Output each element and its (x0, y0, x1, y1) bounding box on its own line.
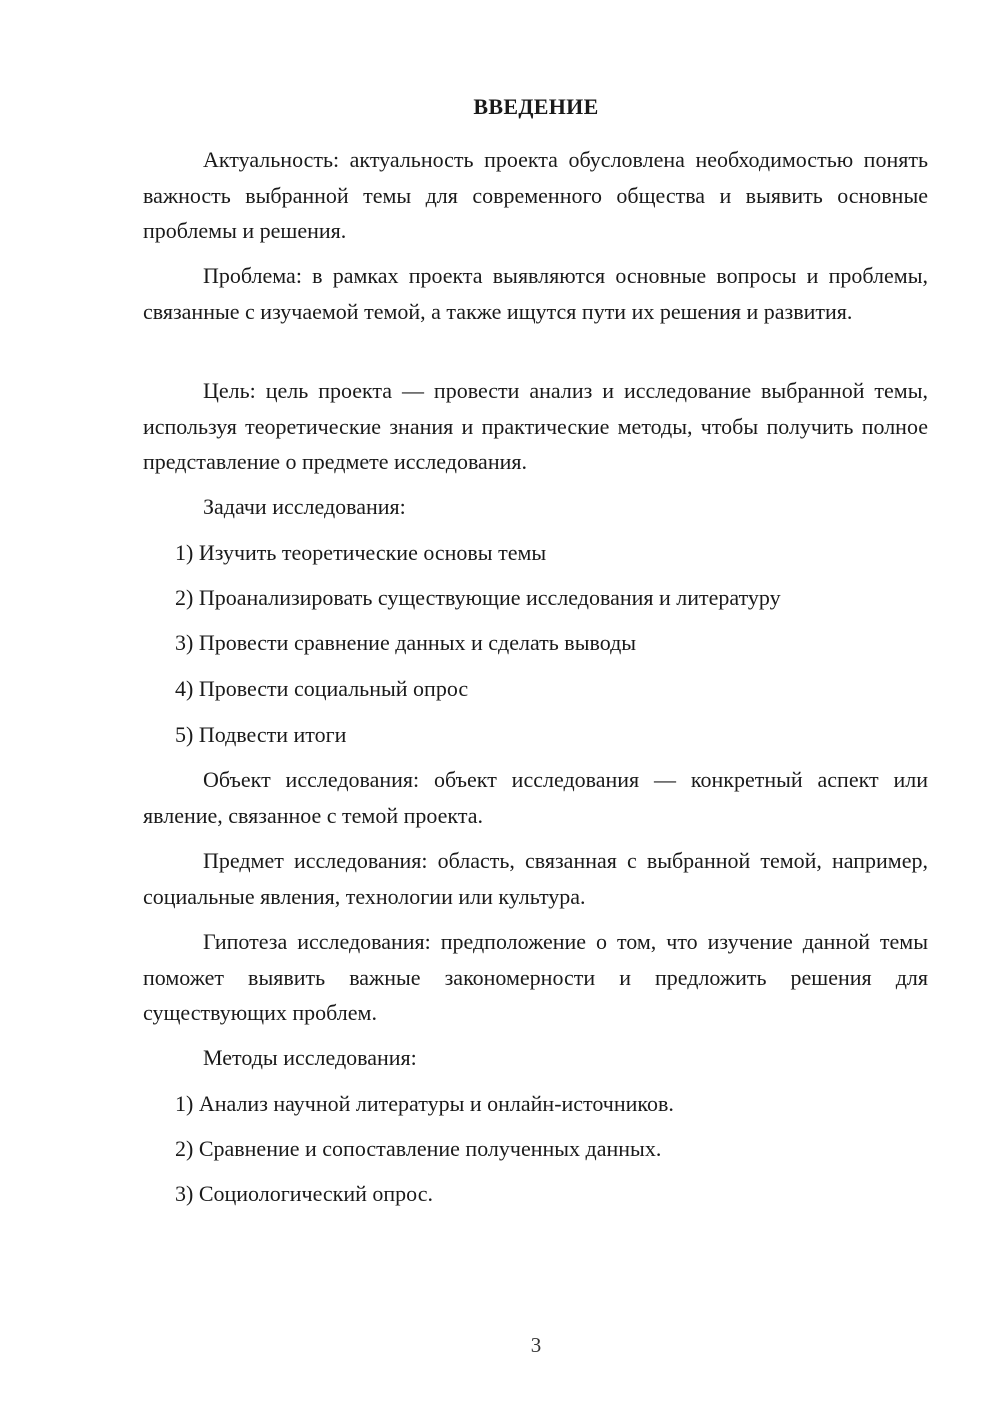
task-item-2: 2) Проанализировать существующие исследования и литературу (175, 585, 781, 610)
task-item-4: 4) Провести социальный опрос (175, 676, 469, 701)
task-item-5: 5) Подвести итоги (175, 722, 347, 747)
paragraph-relevance: Актуальность: актуальность проекта обусловлена необходимостью понять важность выбранной темы для современного общества и выявить основные проблемы и решения. (143, 147, 928, 243)
tasks-heading: Задачи исследования: (203, 494, 406, 519)
paragraph-hypothesis: Гипотеза исследования: предположение о том, что изучение данной темы поможет выявить важные закономерности и предложить решения для существующих проблем. (143, 929, 928, 1025)
paragraph-subject: Предмет исследования: область, связанная с выбранной темой, например, социальные явления, технологии или культура. (143, 848, 928, 909)
task-item-3: 3) Провести сравнение данных и сделать выводы (175, 630, 637, 655)
paragraph-problem: Проблема: в рамках проекта выявляются основные вопросы и проблемы, связанные с изучаемой темой, а также ищутся пути их решения и развития. (143, 263, 928, 324)
page-title: ВВЕДЕНИЕ (473, 94, 599, 119)
task-item-1: 1) Изучить теоретические основы темы (175, 540, 547, 565)
methods-heading: Методы исследования: (203, 1045, 417, 1070)
method-item-1: 1) Анализ научной литературы и онлайн-источников. (175, 1091, 674, 1116)
page-number: 3 (530, 1333, 542, 1357)
paragraph-object: Объект исследования: объект исследования — конкретный аспект или явление, связанное с темой проекта. (143, 767, 928, 828)
method-item-3: 3) Социологический опрос. (175, 1181, 433, 1206)
method-item-2: 2) Сравнение и сопоставление полученных данных. (175, 1136, 662, 1161)
paragraph-goal: Цель: цель проекта — провести анализ и исследование выбранной темы, используя теоретические знания и практические методы, чтобы получить полное представление о предмете исследования. (143, 378, 928, 474)
